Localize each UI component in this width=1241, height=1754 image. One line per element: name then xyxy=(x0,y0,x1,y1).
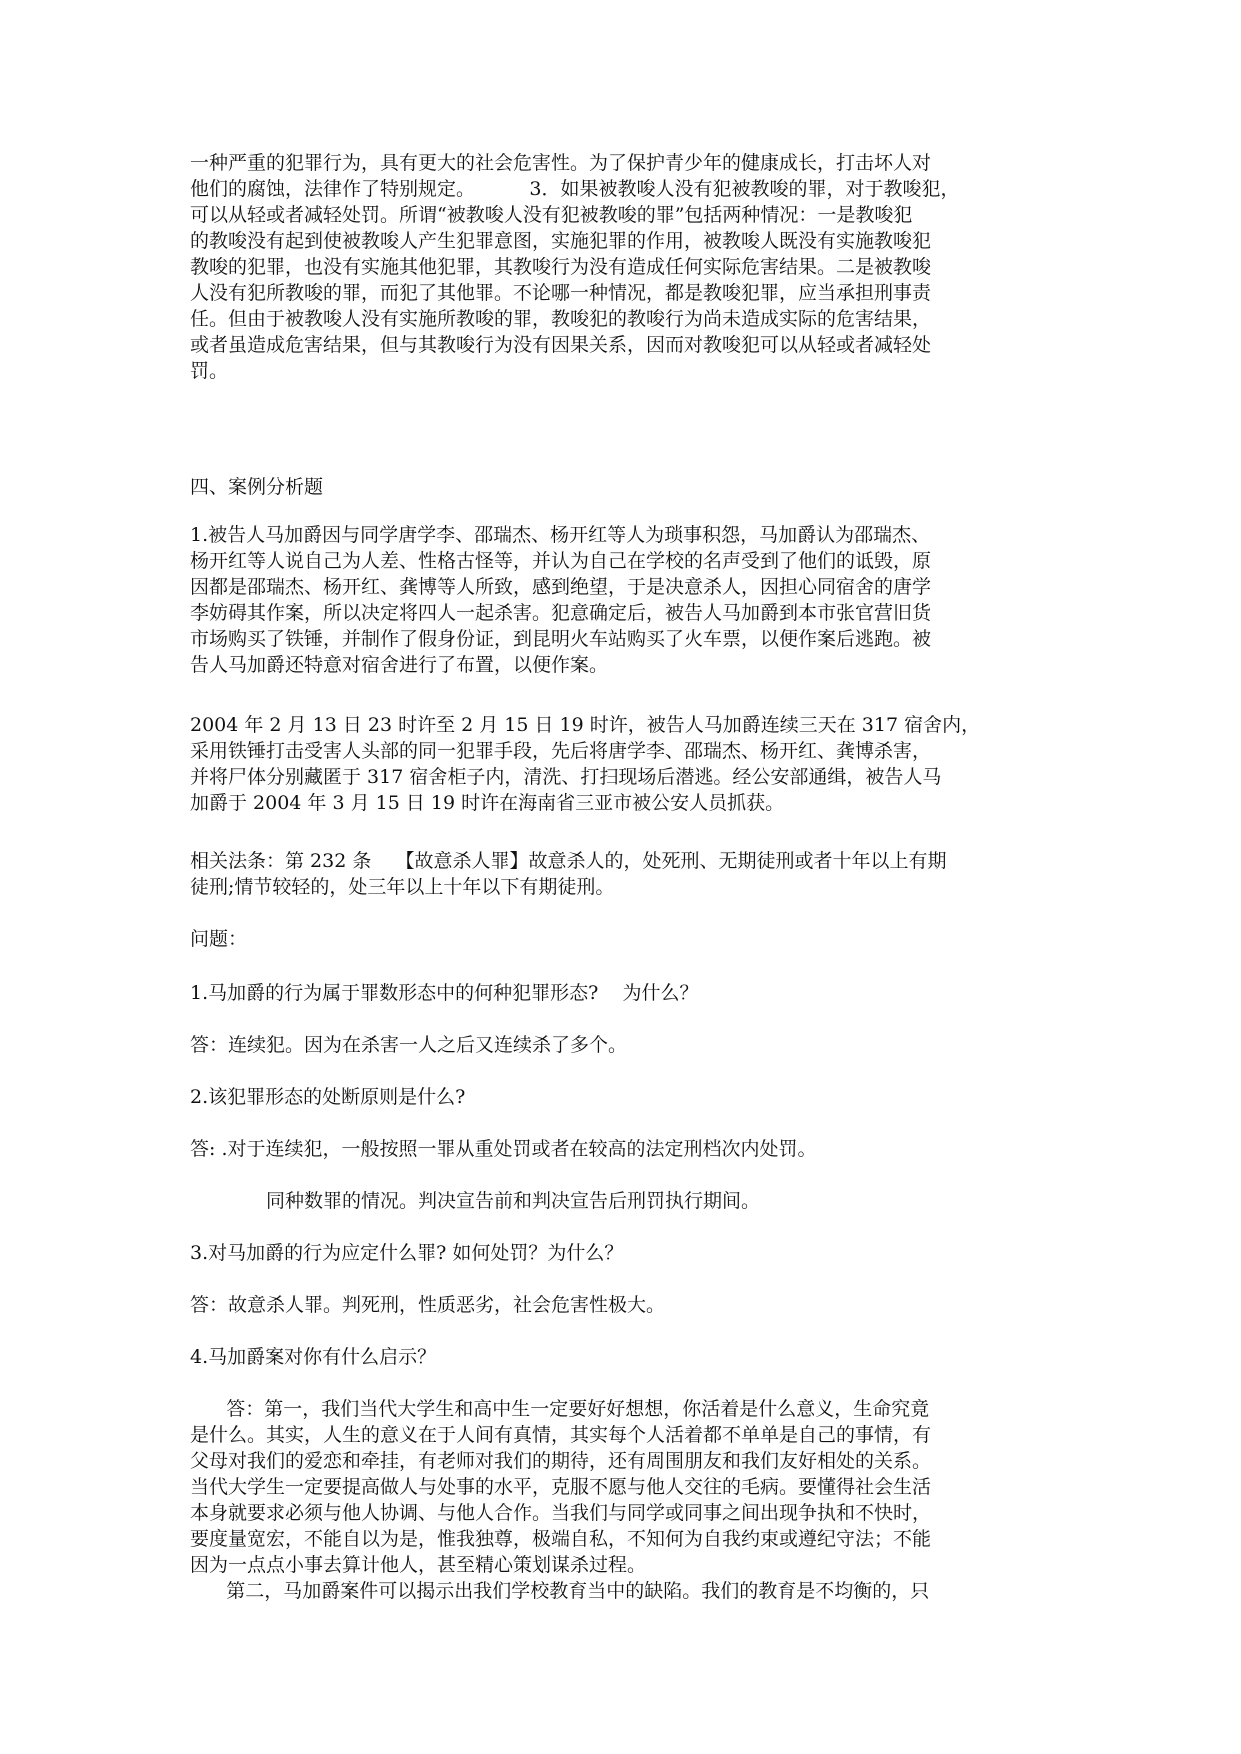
text-line: 1.被告人马加爵因与同学唐学李、邵瑞杰、杨开红等人为琐事积怨，马加爵认为邵瑞杰、 xyxy=(190,524,931,546)
text-line: 因为一点点小事去算计他人，甚至精心策划谋杀过程。 xyxy=(190,1554,647,1576)
case-paragraph-1 xyxy=(190,522,1090,678)
answer-4 xyxy=(190,1396,1090,1604)
answer-2: 答: .对于连续犯，一般按照一罪从重处罚或者在较高的法定刑档次内处罚。 xyxy=(190,1138,817,1160)
text-line: 相关法条：第 232 条 【故意杀人罪】故意杀人的，处死刑、无期徒刑或者十年以上有期 xyxy=(190,850,947,872)
text-line: 他们的腐蚀，法律作了特别规定。 3．如果被教唆人没有犯被教唆的罪，对于教唆犯， xyxy=(190,178,960,200)
text-line: 或者虽造成危害结果，但与其教唆行为没有因果关系，因而对教唆犯可以从轻或者减轻处 xyxy=(190,334,932,356)
answer-2-note: 同种数罪的情况。判决宣告前和判决宣告后刑罚执行期间。 xyxy=(266,1190,761,1212)
text-line: 本身就要求必须与他人协调、与他人合作。当我们与同学或同事之间出现争执和不快时， xyxy=(190,1502,932,1524)
question-2: 2.该犯罪形态的处断原则是什么? xyxy=(190,1086,466,1108)
answer-3: 答：故意杀人罪。判死刑，性质恶劣，社会危害性极大。 xyxy=(190,1294,666,1316)
text-line: 第二，马加爵案件可以揭示出我们学校教育当中的缺陷。我们的教育是不均衡的，只 xyxy=(190,1580,930,1602)
text-line: 采用铁锤打击受害人头部的同一犯罪手段，先后将唐学李、邵瑞杰、杨开红、龚博杀害， xyxy=(190,740,932,762)
intro-paragraph xyxy=(190,150,1090,384)
text-line: 要度量宽宏，不能自以为是，惟我独尊，极端自私，不知何为自我约束或遵纪守法；不能 xyxy=(190,1528,932,1550)
text-line: 可以从轻或者减轻处罚。所谓“被教唆人没有犯被教唆的罪”包括两种情况：一是教唆犯 xyxy=(190,204,913,226)
questions-label: 问题： xyxy=(190,928,248,950)
case-paragraph-2 xyxy=(190,712,1090,816)
text-line: 徒刑;情节较轻的，处三年以上十年以下有期徒刑。 xyxy=(190,876,615,898)
text-line: 人没有犯所教唆的罪，而犯了其他罪。不论哪一种情况，都是教唆犯罪，应当承担刑事责 xyxy=(190,282,932,304)
answer-1: 答：连续犯。因为在杀害一人之后又连续杀了多个。 xyxy=(190,1034,628,1056)
text-line: 罚。 xyxy=(190,360,229,382)
text-line: 任。但由于被教唆人没有实施所教唆的罪，教唆犯的教唆行为尚未造成实际的危害结果， xyxy=(190,308,932,330)
text-line: 2004 年 2 月 13 日 23 时许至 2 月 15 日 19 时许，被告人马加爵连续三天在 317 宿舍内， xyxy=(190,714,981,736)
question-3: 3.对马加爵的行为应定什么罪? 如何处罚？为什么？ xyxy=(190,1242,624,1264)
text-line: 市场购买了铁锤，并制作了假身份证，到昆明火车站购买了火车票，以便作案后逃跑。被 xyxy=(190,628,932,650)
text-line: 一种严重的犯罪行为，具有更大的社会危害性。为了保护青少年的健康成长，打击坏人对 xyxy=(190,152,932,174)
question-1: 1.马加爵的行为属于罪数形态中的何种犯罪形态? 为什么？ xyxy=(190,982,699,1004)
text-line: 的教唆没有起到使被教唆人产生犯罪意图，实施犯罪的作用，被教唆人既没有实施教唆犯 xyxy=(190,230,932,252)
text-line: 是什么。其实，人生的意义在于人间有真情，其实每个人活着都不单单是自己的事情，有 xyxy=(190,1424,932,1446)
text-line: 并将尸体分别藏匿于 317 宿舍柜子内，清洗、打扫现场后潜逃。经公安部通缉，被告人马 xyxy=(190,766,942,788)
text-line: 李妨碍其作案，所以决定将四人一起杀害。犯意确定后，被告人马加爵到本市张官营旧货 xyxy=(190,602,932,624)
section-heading: 四、案例分析题 xyxy=(190,476,324,498)
text-line: 父母对我们的爱恋和牵挂，有老师对我们的期待，还有周围朋友和我们友好相处的关系。 xyxy=(190,1450,932,1472)
text-line: 杨开红等人说自己为人差、性格古怪等，并认为自己在学校的名声受到了他们的诋毁，原 xyxy=(190,550,932,572)
text-line: 教唆的犯罪，也没有实施其他犯罪，其教唆行为没有造成任何实际危害结果。二是被教唆 xyxy=(190,256,932,278)
text-line: 告人马加爵还特意对宿舍进行了布置，以便作案。 xyxy=(190,654,609,676)
text-line: 加爵于 2004 年 3 月 15 日 19 时许在海南省三亚市被公安人员抓获。 xyxy=(190,792,785,814)
text-line: 因都是邵瑞杰、杨开红、龚博等人所致，感到绝望，于是决意杀人，因担心同宿舍的唐学 xyxy=(190,576,932,598)
text-line: 当代大学生一定要提高做人与处事的水平，克服不愿与他人交往的毛病。要懂得社会生活 xyxy=(190,1476,932,1498)
text-line: 答：第一，我们当代大学生和高中生一定要好好想想，你活着是什么意义，生命究竟 xyxy=(190,1398,930,1420)
question-4: 4.马加爵案对你有什么启示？ xyxy=(190,1346,437,1368)
law-article xyxy=(190,848,1090,900)
